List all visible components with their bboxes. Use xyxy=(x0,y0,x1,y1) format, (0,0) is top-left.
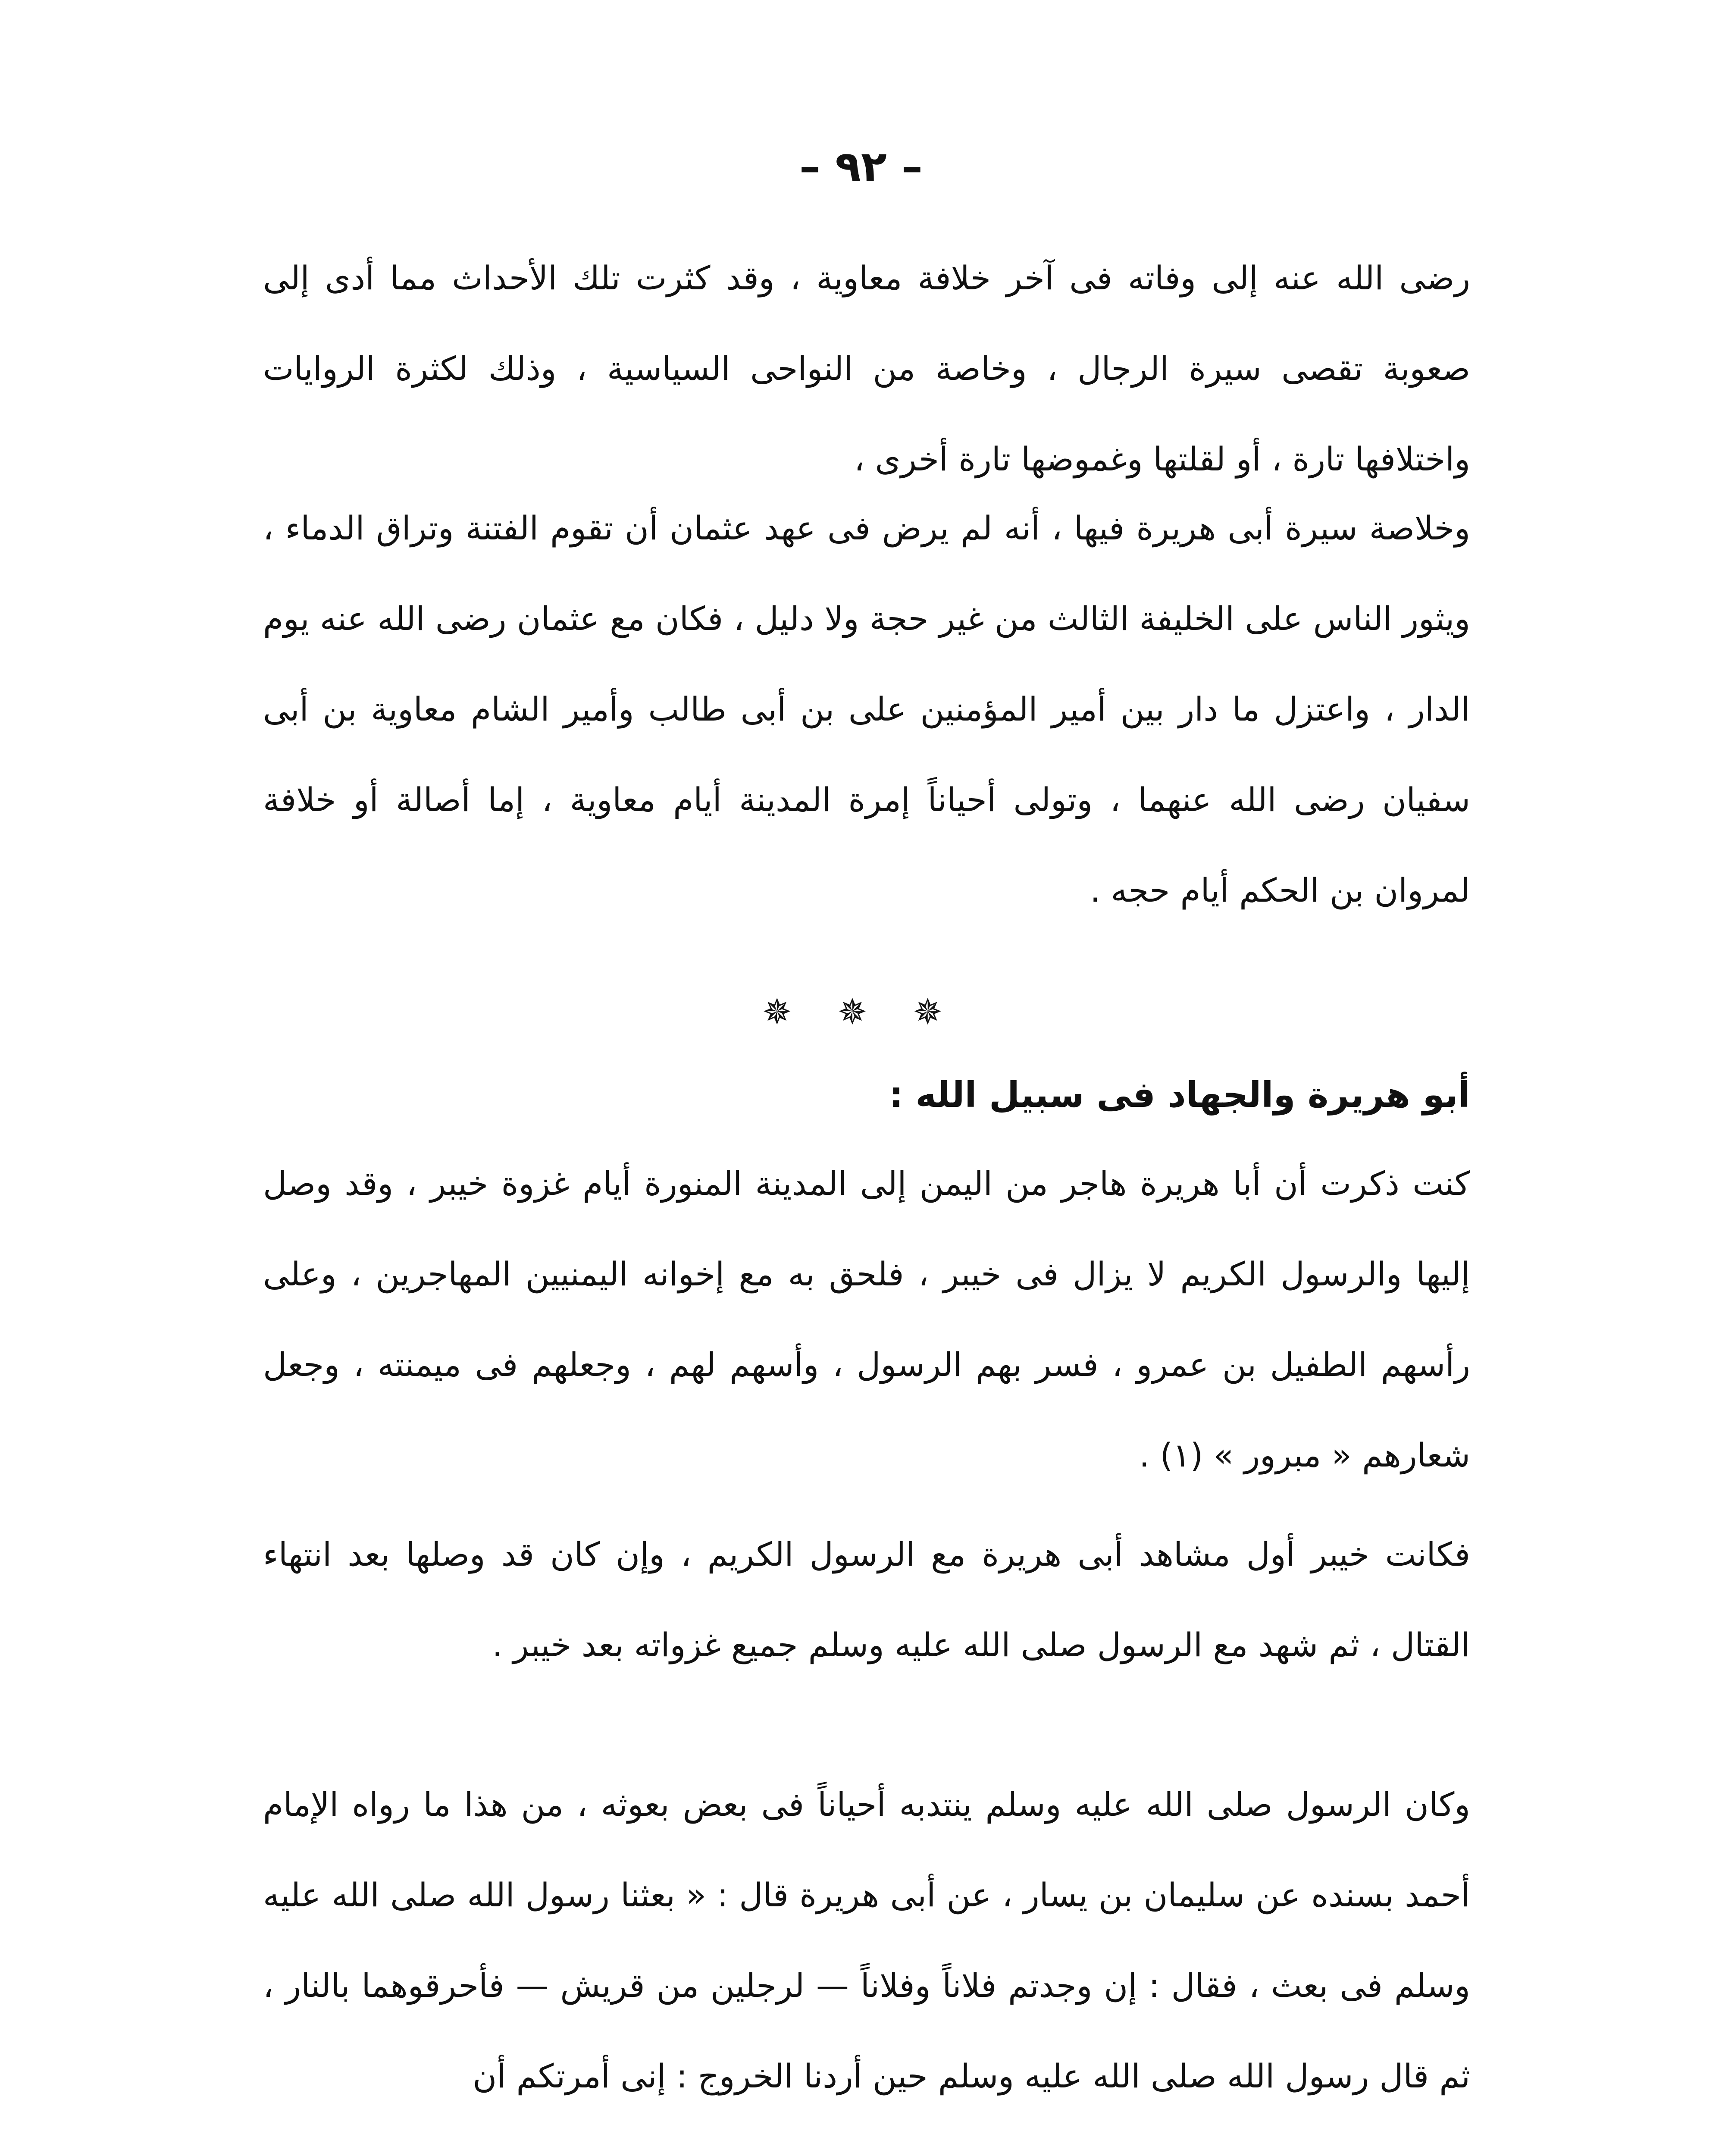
paragraph-text: وكان الرسول صلى الله عليه وسلم ينتدبه أحياناً فى بعض بعوثه ، من هذا ما رواه الإمام أحمد بسنده عن سليمان بن يسار ، عن أبى هريرة قال : « بعثنا رسول الله صلى الله عليه وسلم فى بعث ، فقال : إن وجدتم فلاناً وفلاناً — لرجلين من قريش — فأحرقوهما بالنار ، ثم قال رسول الله صلى الله عليه وسلم حين أردنا الخروج : إنى أمرتكم أن xyxy=(263,1785,1470,2095)
paragraph-text: رضى الله عنه إلى وفاته فى آخر خلافة معاوية ، وقد كثرت تلك الأحداث مما أدى إلى صعوبة تقصى سيرة الرجال ، وخاصة من النواحى السياسية ، وذلك لكثرة الروايات واختلافها تارة ، أو لقلتها وغموضها تارة أخرى ، xyxy=(263,259,1470,478)
paragraph-khaybar-arrival xyxy=(263,1138,1470,1501)
paragraph-text: فكانت خيبر أول مشاهد أبى هريرة مع الرسول الكريم ، وإن كان قد وصلها بعد انتهاء القتال ، ثم شهد مع الرسول صلى الله عليه وسلم جميع غزواته بعد خيبر . xyxy=(263,1535,1470,1664)
paragraph-text: كنت ذكرت أن أبا هريرة هاجر من اليمن إلى المدينة المنورة أيام غزوة خيبر ، وقد وصل إليها والرسول الكريم لا يزال فى خيبر ، فلحق به مع إخوانه اليمنيين المهاجرين ، وعلى رأسهم الطفيل بن عمرو ، فسر بهم الرسول ، وأسهم لهم ، وجعلهم فى ميمنته ، وجعل شعارهم « مبرور » (١) . xyxy=(263,1164,1470,1474)
page-number: – ٩٢ – xyxy=(799,142,923,191)
section-separator-stars: ✵ ✵ ✵ xyxy=(762,992,960,1033)
paragraph-summary xyxy=(263,483,1470,936)
paragraph-continuation xyxy=(263,233,1470,505)
paragraph-text: وخلاصة سيرة أبى هريرة فيها ، أنه لم يرض فى عهد عثمان أن تقوم الفتنة وتراق الدماء ، ويثور الناس على الخليفة الثالث من غير حجة ولا دليل ، فكان مع عثمان رضى الله عنه يوم الدار ، واعتزل ما دار بين أمير المؤمنين على بن أبى طالب وأمير الشام معاوية بن أبى سفيان رضى الله عنهما ، وتولى أحياناً إمرة المدينة أيام معاوية ، إما أصالة أو خلافة لمروان بن الحكم أيام حجه . xyxy=(263,509,1470,909)
paragraph-first-battle xyxy=(263,1509,1470,1690)
paragraph-missions xyxy=(263,1759,1470,2122)
section-heading: أبو هريرة والجهاد فى سبيل الله : xyxy=(889,1075,1470,1116)
